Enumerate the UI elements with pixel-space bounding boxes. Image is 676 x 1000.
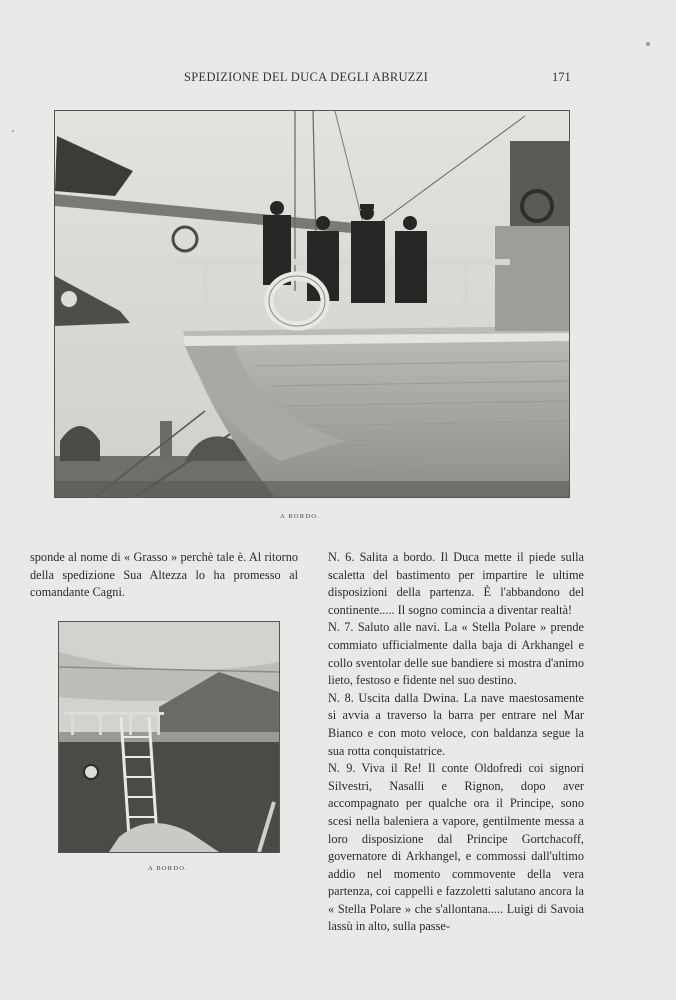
figure-caption-bottom: A BORDO.	[148, 865, 188, 872]
paper-speck	[12, 130, 14, 132]
paragraph-n8: N. 8. Uscita dalla Dwina. La nave maestosamente si avvia a traverso la barra per entrare nel Mar Bianco e con moto veloce, con baldanza segue la sua rotta conquistatrice.	[328, 690, 584, 758]
paper-speck	[646, 42, 650, 46]
porthole	[84, 765, 98, 779]
paragraph-n7: N. 7. Saluto alle navi. La « Stella Polare » prende commiato ufficialmente dalla baja di Arkhangel e collo sventolar delle sue bandiere si mostra d'animo lieto, festoso e fidente nel suo destino.	[328, 620, 584, 688]
running-title: SPEDIZIONE DEL DUCA DEGLI ABRUZZI	[184, 70, 429, 84]
ship-deck-photo	[58, 621, 280, 853]
figure-caption-top: A BORDO.	[280, 513, 320, 520]
page-number: 171	[552, 70, 571, 84]
right-column	[328, 549, 584, 936]
paragraph-n9: N. 9. Viva il Re! Il conte Oldofredi coi signori Silvestri, Nasalli e Rignon, dopo aver accompagnato per qualche ora il Principe, sono scesi nella baleniera a vapore, gentilmente messa a loro disposizione dal Principe Gortchacoff, governatore di Arkhangel, e commossi dall'ultimo addio nel momento commovente della vera partenza, coi cappelli e fazzoletti salutano ancora la « Stella Polare » che s'allontana..... Luigi di Savoia lassù in alto, sulla passe-	[328, 761, 584, 934]
ship-stern-illustration	[55, 111, 569, 497]
ship-deck-illustration	[59, 622, 279, 852]
left-column-text: sponde al nome di « Grasso » perchè tale è. Al ritorno della spedizione Sua Altezza lo ha promesso al comandante Cagni.	[30, 550, 298, 600]
ship-stern-photo	[54, 110, 570, 498]
paragraph-n6: N. 6. Salita a bordo. Il Duca mette il piede sulla scaletta del bastimento per impartire le ultime disposizioni della partenza. È l'abbandono del continente..... Il sogno comincia a diventar realtà!	[328, 550, 584, 617]
